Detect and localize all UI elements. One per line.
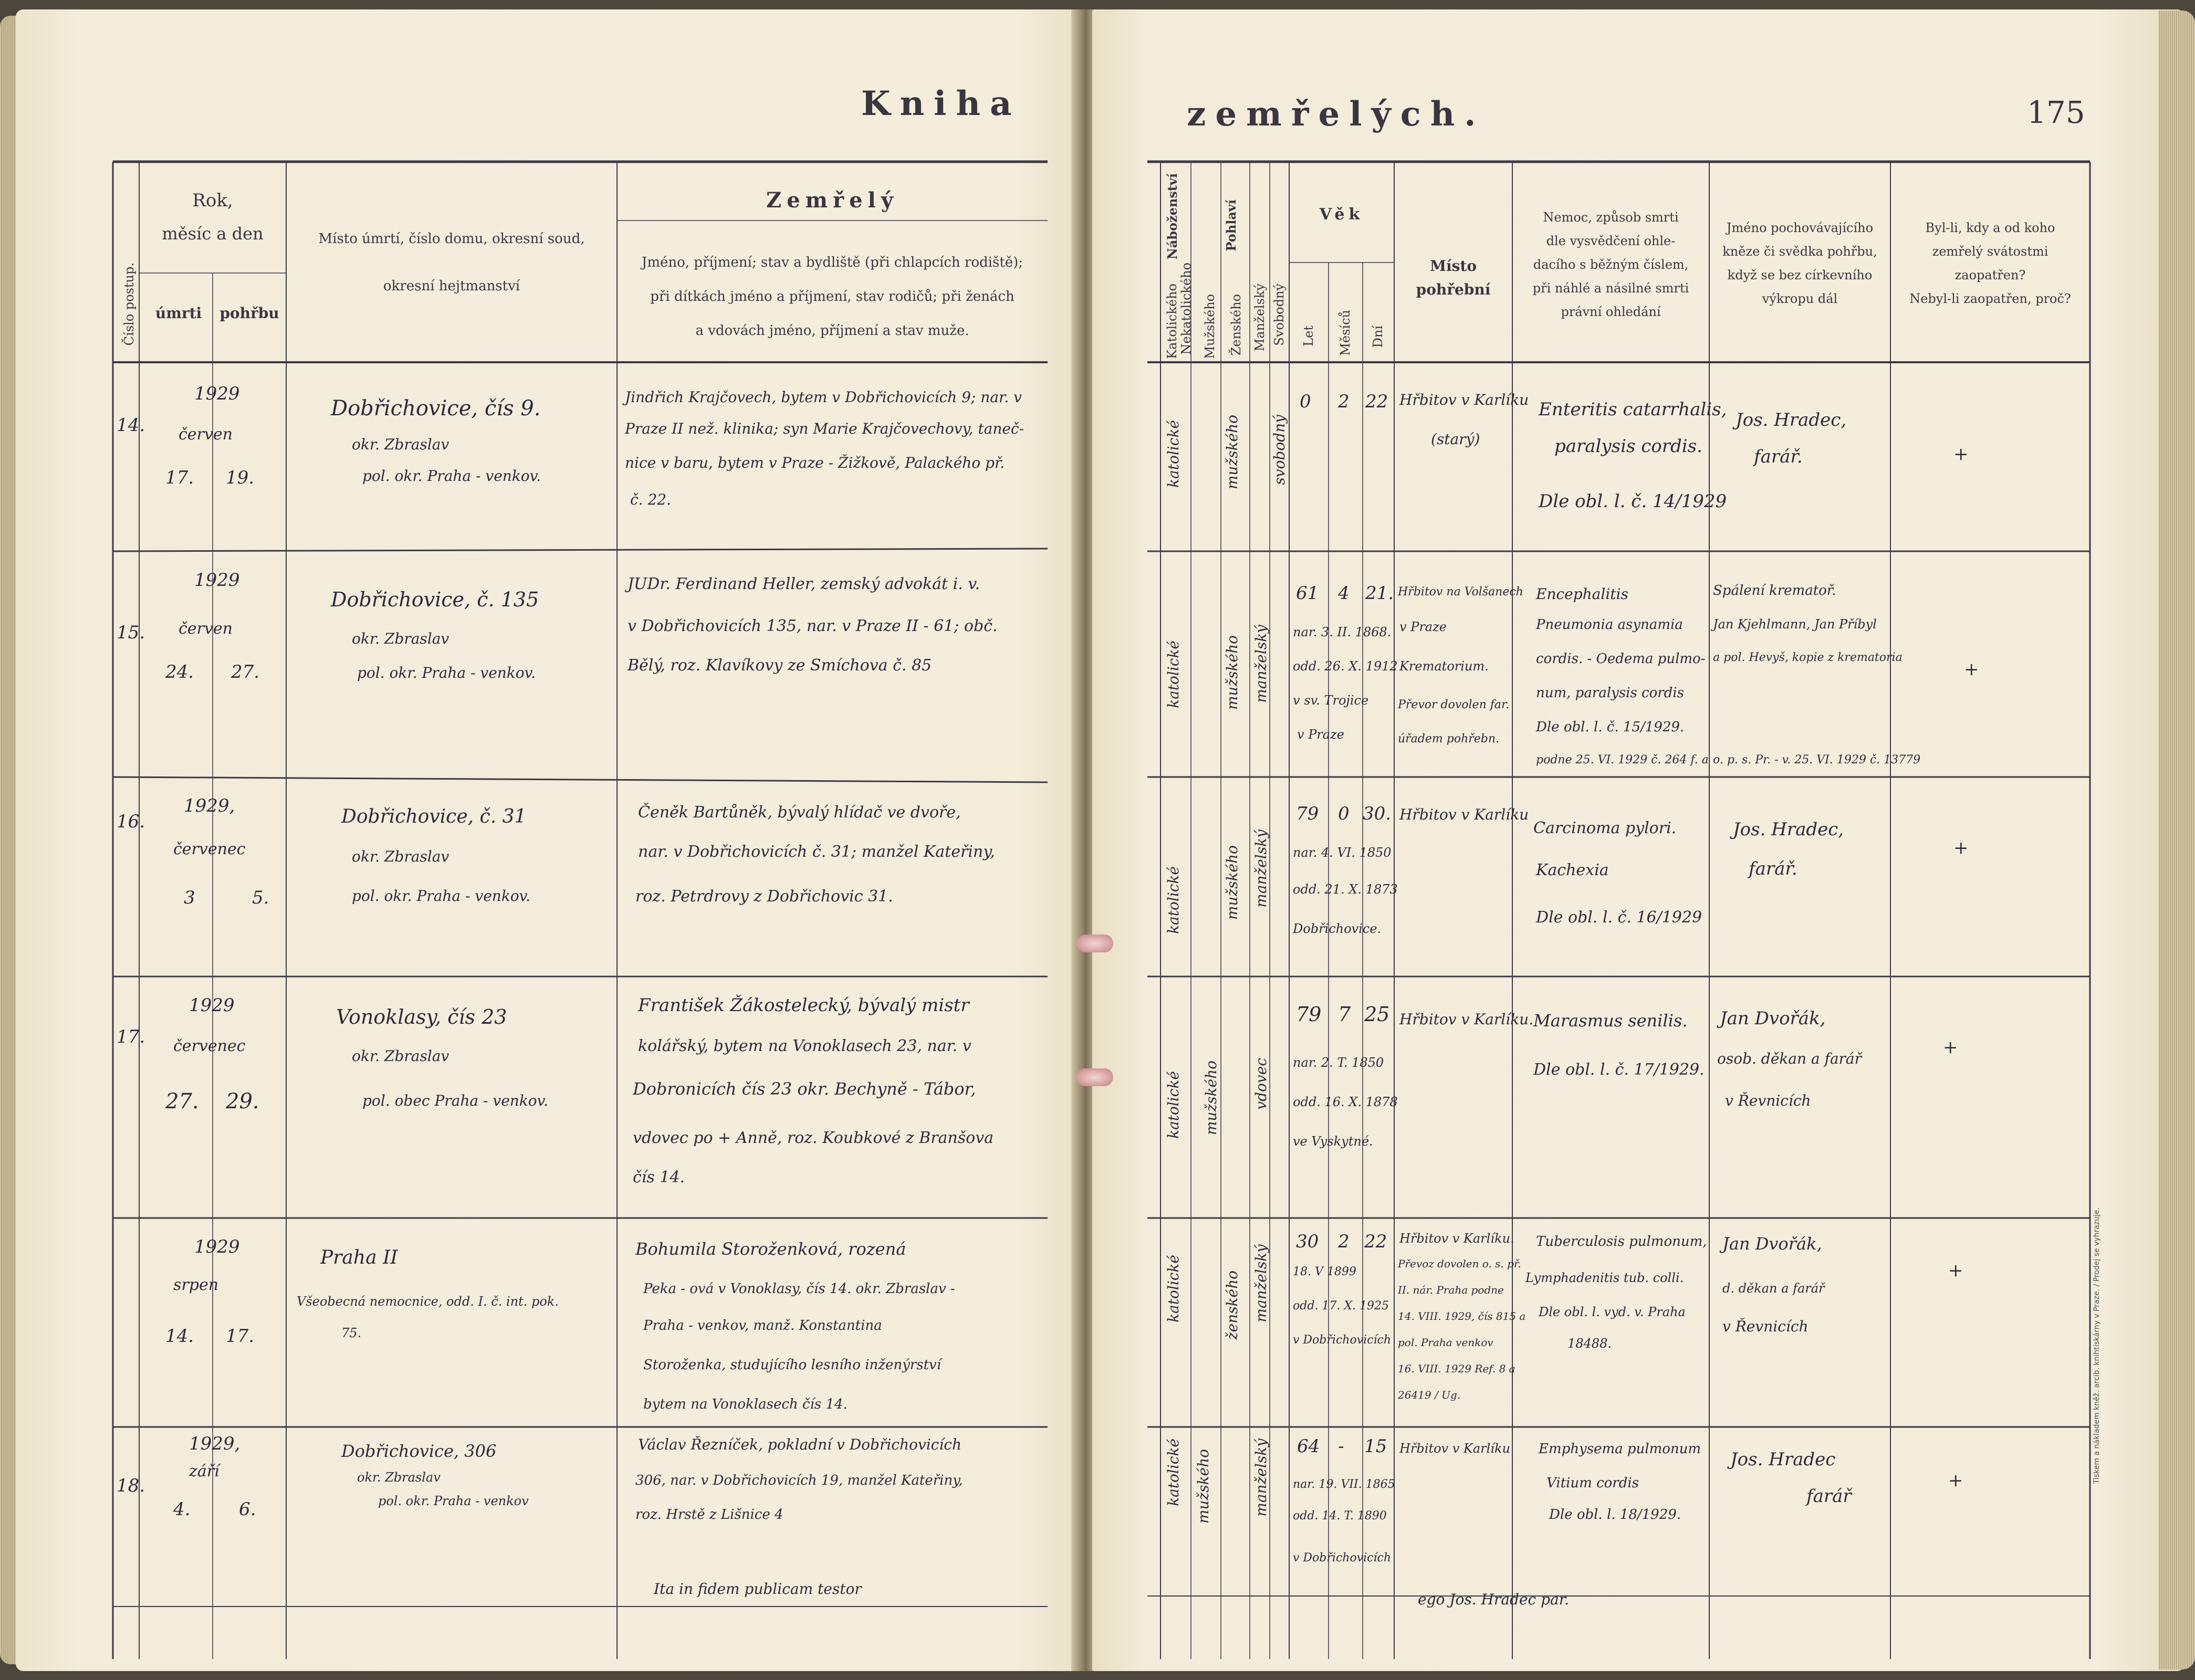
entry-number: 15. bbox=[117, 622, 145, 643]
header-cislo: Číslo postup. bbox=[122, 262, 137, 346]
entry-deceased: nice v baru, bytem v Praze - Žižkově, Palackého př. bbox=[625, 454, 1005, 471]
entry-cemetery: 14. VIII. 1929, čís 815 a bbox=[1398, 1310, 1526, 1322]
header-byl-4: Nebyl-li zaopatřen, proč? bbox=[1909, 291, 2071, 306]
entry-month: červen bbox=[179, 620, 233, 638]
entry-number: 14. bbox=[117, 415, 145, 436]
entry-age-detail: odd. 14. T. 1890 bbox=[1293, 1509, 1387, 1522]
entry-burial-day: 29. bbox=[226, 1089, 259, 1114]
entry-cemetery: 26419 / Ug. bbox=[1398, 1389, 1461, 1401]
header-umrti: úmrti bbox=[155, 304, 202, 322]
header-nabozenstvi: Náboženství bbox=[1165, 173, 1180, 260]
entry-burial-day: 6. bbox=[239, 1499, 256, 1520]
entry-place: Vonoklasy, čís 23 bbox=[336, 1005, 507, 1028]
entry-deceased: roz. Hrstě z Lišnice 4 bbox=[635, 1507, 783, 1522]
entry-place: pol. okr. Praha - venkov bbox=[378, 1494, 529, 1508]
header-zemrely-desc-2: při dítkách jméno a příjmení, stav rodičů; při ženách bbox=[650, 289, 1015, 304]
entry-age-days: 22 bbox=[1364, 1231, 1387, 1252]
header-zemrely: Zemřelý bbox=[766, 188, 898, 213]
entry-sex: mužského bbox=[1224, 845, 1241, 920]
entry-priest: a pol. Hevyš, kopie z krematoria bbox=[1713, 651, 1903, 664]
entry-cause: Kachexia bbox=[1536, 861, 1609, 879]
header-mesic-den: měsíc a den bbox=[162, 224, 264, 244]
entry-cause: Dle obl. l. č. 16/1929 bbox=[1536, 908, 1702, 927]
entry-cause: Vitium cordis bbox=[1546, 1475, 1639, 1491]
entry-number: 17. bbox=[117, 1026, 145, 1047]
entry-deceased: Dobronicích čís 23 okr. Bechyně - Tábor, bbox=[633, 1079, 976, 1099]
entry-cemetery: 16. VIII. 1929 Ref. 8 a bbox=[1398, 1362, 1515, 1375]
entry-month: srpen bbox=[173, 1276, 219, 1294]
entry-cause: Dle obl. l. č. 17/1929. bbox=[1533, 1060, 1705, 1079]
entry-age-years: 30 bbox=[1296, 1231, 1319, 1252]
header-mesicu: Měsíců bbox=[1338, 310, 1353, 356]
entry-priest: v Řevnicích bbox=[1725, 1092, 1811, 1109]
entry-priest: Spálení krematoř. bbox=[1713, 583, 1836, 598]
header-jmeno-2: kněze či svědka pohřbu, bbox=[1722, 244, 1877, 259]
entry-age-days: 21. bbox=[1365, 583, 1394, 604]
page-number: 175 bbox=[2027, 94, 2085, 130]
entry-sex: mužského bbox=[1195, 1449, 1212, 1524]
entry-year: 1929 bbox=[189, 995, 235, 1016]
entry-cemetery: Hřbitov na Volšanech bbox=[1398, 585, 1523, 598]
entry-cemetery: Krematorium. bbox=[1399, 659, 1489, 674]
entry-cause: podne 25. VI. 1929 č. 264 f. a bbox=[1536, 753, 1709, 766]
entry-priest: Jan Dvořák, bbox=[1720, 1008, 1826, 1029]
entry-burial-day: 19. bbox=[226, 467, 255, 488]
header-vek: Věk bbox=[1319, 205, 1364, 224]
entry-place: okr. Zbraslav bbox=[352, 848, 450, 865]
entry-place: Dobřichovice, 306 bbox=[341, 1441, 497, 1461]
entry-sacrament: + bbox=[1964, 659, 1979, 680]
entry-cemetery: Převoz dovolen o. s. př. bbox=[1398, 1257, 1521, 1270]
header-rok: Rok, bbox=[192, 190, 233, 211]
entry-sex: mužského bbox=[1224, 415, 1241, 490]
header-zemrely-desc-3: a vdovách jméno, příjmení a stav muže. bbox=[695, 323, 969, 339]
entry-cemetery: Hřbitov v Karlíku. bbox=[1399, 1231, 1514, 1246]
entry-priest: farář. bbox=[1754, 446, 1803, 467]
entry-place: pol. obec Praha - venkov. bbox=[362, 1092, 549, 1109]
entry-number: 18. bbox=[117, 1475, 145, 1496]
entry-age-days: 15 bbox=[1364, 1436, 1387, 1457]
header-jmeno-4: výkropu dál bbox=[1762, 291, 1838, 306]
entry-religion: katolické bbox=[1165, 640, 1182, 708]
entry-priest: Jan Dvořák, bbox=[1722, 1234, 1822, 1254]
entry-deceased: Jindřich Krajčovech, bytem v Dobřichovicích 9; nar. v bbox=[625, 388, 1022, 406]
entry-place: okr. Zbraslav bbox=[352, 436, 450, 453]
entry-deceased: nar. v Dobřichovicích č. 31; manžel Kateřiny, bbox=[638, 843, 995, 861]
entry-sacrament: + bbox=[1943, 1037, 1958, 1058]
entry-age-detail: nar. 4. VI. 1850 bbox=[1293, 845, 1392, 860]
entry-year: 1929 bbox=[194, 383, 240, 404]
footer-attestation: Ita in fidem publicam testor bbox=[654, 1580, 862, 1598]
header-zenskeho: Ženského bbox=[1229, 294, 1243, 356]
entry-death-day: 4. bbox=[173, 1499, 191, 1520]
header-jmeno-3: když se bez církevního bbox=[1727, 268, 1873, 282]
entry-status: manželský bbox=[1252, 830, 1270, 908]
entry-priest: Jos. Hradec bbox=[1730, 1449, 1836, 1470]
entry-cemetery: Hřbitov v Karlíku. bbox=[1399, 1011, 1534, 1028]
entry-status: manželský bbox=[1252, 1244, 1270, 1322]
entry-age-detail: 18. V 1899 bbox=[1293, 1265, 1356, 1278]
entry-cemetery: úřadem pohřebn. bbox=[1398, 732, 1500, 746]
entry-religion: katolické bbox=[1165, 420, 1182, 488]
entry-priest: o. p. s. Pr. - v. 25. VI. 1929 č. 13779 bbox=[1713, 753, 1921, 766]
entry-age-years: 0 bbox=[1300, 391, 1311, 412]
entry-cause: num, paralysis cordis bbox=[1536, 685, 1684, 701]
header-muzskeho: Mužského bbox=[1203, 294, 1217, 359]
entry-deceased: Peka - ová v Vonoklasy, čís 14. okr. Zbraslav - bbox=[643, 1281, 955, 1297]
entry-month: září bbox=[189, 1462, 220, 1480]
entry-year: 1929, bbox=[189, 1433, 241, 1454]
entry-year: 1929, bbox=[184, 795, 235, 816]
entry-age-days: 30. bbox=[1363, 803, 1392, 824]
entry-cause: Tuberculosis pulmonum, bbox=[1536, 1234, 1707, 1250]
header-nekatolicke: Nekatolického bbox=[1179, 262, 1194, 355]
entry-status: svobodný bbox=[1271, 415, 1288, 485]
header-misto-pohrebni: Místo pohřební bbox=[1416, 257, 1491, 298]
entry-age-years: 61 bbox=[1296, 583, 1319, 604]
entry-deceased: Praze II než. klinika; syn Marie Krajčovechovy, taneč- bbox=[625, 420, 1025, 437]
entry-cemetery: Převor dovolen far. bbox=[1398, 698, 1510, 711]
entry-age-detail: v Dobřichovicích bbox=[1293, 1334, 1391, 1347]
entry-cemetery: v Praze bbox=[1399, 620, 1447, 634]
entry-deceased: kolářský, bytem na Vonoklasech 23, nar. v bbox=[638, 1037, 971, 1055]
header-manzelsky: Manželský bbox=[1252, 284, 1267, 352]
entry-deceased: Bělý, roz. Klavíkovy ze Smíchova č. 85 bbox=[628, 656, 932, 675]
entry-sacrament: + bbox=[1953, 837, 1969, 858]
entry-deceased: č. 22. bbox=[630, 491, 672, 508]
entry-deceased: Čeněk Bartůněk, bývalý hlídač ve dvoře, bbox=[638, 803, 961, 822]
entry-sex: mužského bbox=[1224, 635, 1241, 710]
entry-deceased: Bohumila Storoženková, rozená bbox=[635, 1239, 906, 1259]
entry-priest: osob. děkan a farář bbox=[1717, 1050, 1862, 1067]
entry-cause: Emphysema pulmonum bbox=[1539, 1441, 1701, 1457]
entry-sex: ženského bbox=[1224, 1270, 1241, 1340]
entry-death-day: 27. bbox=[165, 1089, 199, 1114]
entry-cause: Dle obl. l. č. 15/1929. bbox=[1536, 719, 1685, 735]
entry-priest: farář. bbox=[1749, 858, 1797, 879]
header-let: Let bbox=[1301, 326, 1316, 346]
entry-age-years: 79 bbox=[1296, 803, 1319, 824]
entry-death-day: 14. bbox=[165, 1326, 194, 1347]
entry-cause: 18488. bbox=[1567, 1336, 1612, 1351]
entry-cause: Carcinoma pylori. bbox=[1533, 819, 1677, 837]
entry-deceased: Praha - venkov, manž. Konstantina bbox=[643, 1318, 882, 1334]
entry-cemetery: pol. Praha venkov bbox=[1398, 1336, 1493, 1349]
entry-cause: Marasmus senilis. bbox=[1533, 1011, 1688, 1031]
entry-place: Dobřichovice, č. 135 bbox=[331, 588, 539, 611]
entry-age-years: 64 bbox=[1297, 1436, 1320, 1457]
printer-note: Tiskem a nákladem kněž. arcib. knihtiskárny v Praze. / Prodej se vyhrazuje. bbox=[2093, 1208, 2101, 1484]
entry-cemetery: Hřbitov v Karlíku bbox=[1399, 1441, 1510, 1456]
entry-cemetery: II. nár. Praha podne bbox=[1398, 1284, 1504, 1296]
entry-year: 1929 bbox=[194, 570, 240, 591]
entry-cause: Dle obl. l. 18/1929. bbox=[1549, 1507, 1681, 1522]
entry-sacrament: + bbox=[1948, 1260, 1963, 1281]
entry-age-detail: odd. 17. X. 1925 bbox=[1293, 1299, 1389, 1312]
entry-cause: Encephalitis bbox=[1536, 585, 1628, 603]
entry-place: pol. okr. Praha - venkov. bbox=[357, 664, 536, 681]
entry-religion: katolické bbox=[1165, 1255, 1182, 1322]
entry-age-detail: v Praze bbox=[1297, 727, 1344, 742]
entry-sacrament: + bbox=[1953, 444, 1969, 465]
entry-place: Praha II bbox=[320, 1247, 398, 1268]
entry-month: červenec bbox=[173, 840, 246, 858]
footer-signature: ego Jos. Hradec par. bbox=[1418, 1591, 1569, 1608]
entry-number: 16. bbox=[117, 811, 145, 832]
entry-place: 75. bbox=[341, 1326, 362, 1340]
header-dni: Dní bbox=[1371, 326, 1385, 348]
binding-ring bbox=[1076, 934, 1113, 952]
header-byl-3: zaopatřen? bbox=[1954, 268, 2026, 282]
entry-priest: d. děkan a farář bbox=[1722, 1281, 1825, 1296]
heading-right: zemřelých. bbox=[1187, 94, 1486, 134]
entry-age-years: 79 bbox=[1296, 1003, 1322, 1026]
entry-place: Dobřichovice, čís 9. bbox=[331, 396, 541, 421]
entry-cemetery: Hřbitov v Karlíku bbox=[1399, 391, 1529, 408]
entry-deceased: Václav Řezníček, pokladní v Dobřichovicích bbox=[638, 1436, 961, 1453]
header-zemrely-desc-1: Jméno, příjmení; stav a bydliště (při chlapcích rodiště); bbox=[641, 255, 1023, 270]
entry-cemetery: Hřbitov v Karlíku bbox=[1399, 806, 1529, 823]
entry-place: pol. okr. Praha - venkov. bbox=[362, 467, 541, 485]
entry-status: manželský bbox=[1252, 1438, 1270, 1517]
entry-priest: Jos. Hradec, bbox=[1736, 410, 1847, 430]
entry-age-detail: odd. 16. X. 1878 bbox=[1293, 1095, 1398, 1109]
entry-death-day: 24. bbox=[165, 662, 194, 682]
entry-cause: paralysis cordis. bbox=[1554, 436, 1702, 457]
entry-age-detail: v sv. Trojice bbox=[1293, 693, 1369, 708]
entry-age-months: 2 bbox=[1338, 1231, 1350, 1252]
header-misto-umrti-2: okresní hejtmanství bbox=[383, 278, 520, 294]
entry-month: červen bbox=[179, 425, 233, 444]
entry-place: pol. okr. Praha - venkov. bbox=[352, 887, 531, 905]
entry-cause: cordis. - Oedema pulmo- bbox=[1536, 651, 1706, 667]
entry-priest: v Řevnicích bbox=[1722, 1318, 1809, 1335]
entry-cause: Dle obl. l. vyd. v. Praha bbox=[1539, 1305, 1686, 1319]
entry-age-detail: v Dobřichovicích bbox=[1293, 1551, 1391, 1564]
entry-deceased: bytem na Vonoklasech čís 14. bbox=[643, 1396, 848, 1412]
entry-deceased: František Žákostelecký, bývalý mistr bbox=[638, 995, 969, 1016]
entry-age-days: 25 bbox=[1364, 1003, 1390, 1026]
entry-age-months: 7 bbox=[1338, 1003, 1351, 1026]
entry-religion: katolické bbox=[1165, 866, 1182, 934]
header-nemoc-5: právní ohledání bbox=[1561, 304, 1661, 319]
entry-age-months: 4 bbox=[1338, 583, 1350, 604]
binding-ring bbox=[1076, 1068, 1113, 1086]
header-katolicke: Katolického bbox=[1165, 284, 1179, 359]
entry-deceased: čís 14. bbox=[633, 1168, 685, 1186]
entry-age-detail: nar. 2. T. 1850 bbox=[1293, 1055, 1384, 1070]
entry-place: okr. Zbraslav bbox=[357, 1470, 441, 1485]
header-nemoc-1: Nemoc, způsob smrti bbox=[1543, 210, 1679, 225]
entry-deceased: vdovec po + Anně, roz. Koubkové z Branšova bbox=[633, 1129, 994, 1147]
entry-deceased: roz. Petrdrovy z Dobřichovic 31. bbox=[635, 887, 893, 906]
entry-religion: katolické bbox=[1165, 1438, 1182, 1506]
entry-place: okr. Zbraslav bbox=[352, 1047, 450, 1065]
entry-age-detail: odd. 26. X. 1912 bbox=[1293, 659, 1398, 674]
entry-age-detail: ve Vyskytné. bbox=[1293, 1134, 1373, 1149]
header-pohrbu: pohřbu bbox=[220, 304, 279, 322]
entry-priest: Jan Kjehlmann, Jan Příbyl bbox=[1713, 617, 1877, 632]
entry-cemetery: (starý) bbox=[1431, 430, 1480, 448]
entry-year: 1929 bbox=[194, 1236, 240, 1257]
entry-place: Dobřichovice, č. 31 bbox=[341, 806, 527, 827]
entry-cause: Enteritis catarrhalis, bbox=[1539, 399, 1727, 420]
entry-deceased: v Dobřichovicích 135, nar. v Praze II - 61; obč. bbox=[628, 617, 998, 635]
entry-age-detail: nar. 3. II. 1868. bbox=[1293, 625, 1392, 639]
entry-priest: farář bbox=[1806, 1486, 1852, 1507]
header-svobodny: Svobodný bbox=[1272, 284, 1287, 346]
entry-age-months: 0 bbox=[1338, 803, 1350, 824]
header-nemoc-2: dle vysvědčení ohle- bbox=[1546, 234, 1676, 248]
entry-sex: mužského bbox=[1203, 1060, 1220, 1136]
header-nemoc-3: dacího s běžným číslem, bbox=[1533, 257, 1689, 272]
entry-deceased: Storoženka, studujícího lesního inženýrství bbox=[643, 1357, 942, 1373]
header-misto-umrti: Místo úmrtí, číslo domu, okresní soud, bbox=[318, 231, 585, 247]
header-jmeno-1: Jméno pochovávajícího bbox=[1726, 220, 1874, 235]
header-byl-1: Byl-li, kdy a od koho bbox=[1925, 220, 2055, 235]
entry-death-day: 17. bbox=[165, 467, 194, 488]
entry-age-detail: Dobřichovice. bbox=[1293, 921, 1382, 936]
entry-priest: Jos. Hradec, bbox=[1733, 819, 1844, 840]
entry-deceased: 306, nar. v Dobřichovicích 19, manžel Kateřiny, bbox=[635, 1473, 963, 1488]
entry-deceased: JUDr. Ferdinand Heller, zemský advokát i. v. bbox=[628, 575, 980, 593]
entry-burial-day: 27. bbox=[231, 662, 260, 682]
entry-age-months: - bbox=[1338, 1436, 1344, 1457]
heading-left: Kniha bbox=[861, 84, 1021, 123]
header-pohlavi: Pohlaví bbox=[1224, 200, 1239, 251]
entry-sacrament: + bbox=[1948, 1470, 1963, 1491]
entry-age-months: 2 bbox=[1338, 391, 1350, 412]
header-byl-2: zemřelý svátostmi bbox=[1932, 244, 2048, 259]
entry-cause: Lymphadenitis tub. colli. bbox=[1525, 1270, 1684, 1285]
header-nemoc-4: při náhlé a násilné smrti bbox=[1532, 281, 1689, 296]
entry-cause: Dle obl. l. č. 14/1929 bbox=[1539, 491, 1727, 512]
entry-place: okr. Zbraslav bbox=[352, 630, 450, 647]
entry-religion: katolické bbox=[1165, 1071, 1182, 1139]
entry-cause: Pneumonia asynamia bbox=[1536, 617, 1683, 633]
entry-month: červenec bbox=[173, 1037, 246, 1055]
entry-burial-day: 17. bbox=[226, 1326, 255, 1347]
entry-place: Všeobecná nemocnice, odd. I. č. int. pok. bbox=[297, 1294, 559, 1309]
entry-age-days: 22 bbox=[1365, 391, 1388, 412]
entry-age-detail: odd. 21. X. 1873 bbox=[1293, 882, 1398, 897]
entry-death-day: 3 bbox=[184, 887, 195, 908]
entry-age-detail: nar. 19. VII. 1865 bbox=[1293, 1478, 1395, 1491]
entry-status: vdovec bbox=[1252, 1058, 1270, 1110]
entry-burial-day: 5. bbox=[252, 887, 269, 908]
entry-status: manželský bbox=[1252, 625, 1270, 703]
